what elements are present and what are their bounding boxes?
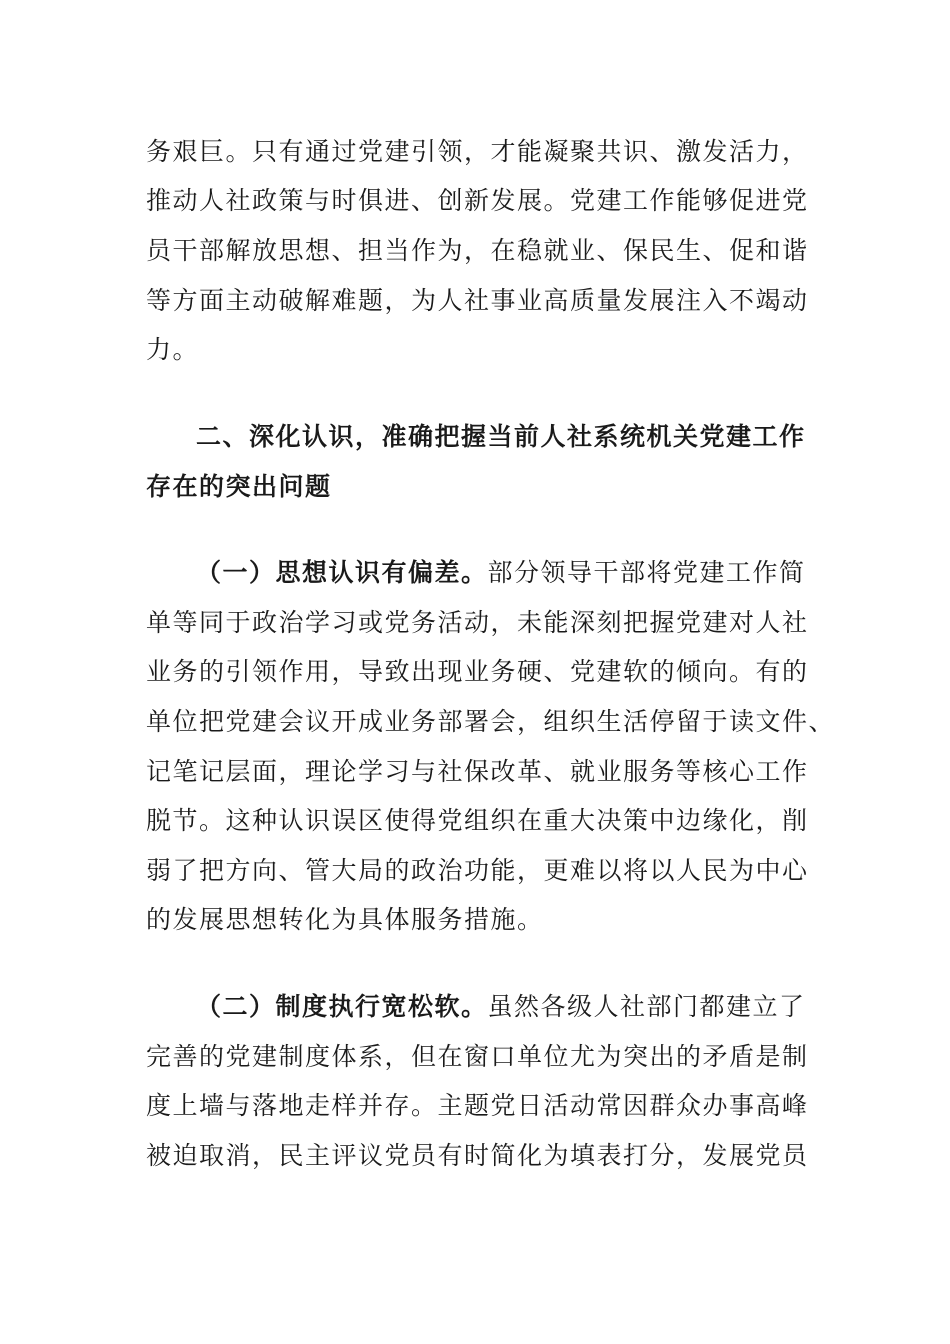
body-text-line: 完善的党建制度体系，但在窗口单位尤为突出的矛盾是制 [146,1042,809,1071]
body-text-line: 被迫取消，民主评议党员有时简化为填表打分，发展党员 [146,1141,809,1170]
body-text-line: 员干部解放思想、担当作为，在稳就业、保民生、促和谐 [146,236,809,265]
body-text-line: 度上墙与落地走样并存。主题党日活动常因群众办事高峰 [146,1091,809,1120]
body-text-line: 的发展思想转化为具体服务措施。 [146,905,544,934]
point-2-lead: （二）制度执行宽松软。 [196,992,488,1021]
point-2-first-line [196,990,806,1024]
body-text-line: 脱节。这种认识误区使得党组织在重大决策中边缘化，削 [146,806,809,835]
body-text-line: 等方面主动破解难题，为人社事业高质量发展注入不竭动 [146,286,809,315]
point-1-first-line [196,556,806,590]
body-text-line: 业务的引领作用，导致出现业务硬、党建软的倾向。有的 [146,657,809,686]
section-heading-line-2: 存在的突出问题 [146,472,332,501]
point-1-lead: （一）思想认识有偏差。 [196,558,488,587]
body-text-line: 务艰巨。只有通过党建引领，才能凝聚共识、激发活力， [146,137,809,166]
body-text-line: 记笔记层面，理论学习与社保改革、就业服务等核心工作 [146,757,809,786]
section-heading-line-1: 二、深化认识，准确把握当前人社系统机关党建工作 [196,422,806,451]
body-text-line: 单位把党建会议开成业务部署会，组织生活停留于读文件、 [146,707,836,736]
body-text-line: 力。 [146,335,200,364]
body-text-line: 推动人社政策与时俱进、创新发展。党建工作能够促进党 [146,186,809,215]
point-1-first-rest: 部分领导干部将党建工作简 [487,558,806,587]
body-text-line: 单等同于政治学习或党务活动，未能深刻把握党建对人社 [146,608,809,637]
body-text-line: 弱了把方向、管大局的政治功能，更难以将以人民为中心 [146,856,809,885]
point-2-first-rest: 虽然各级人社部门都建立了 [487,992,806,1021]
